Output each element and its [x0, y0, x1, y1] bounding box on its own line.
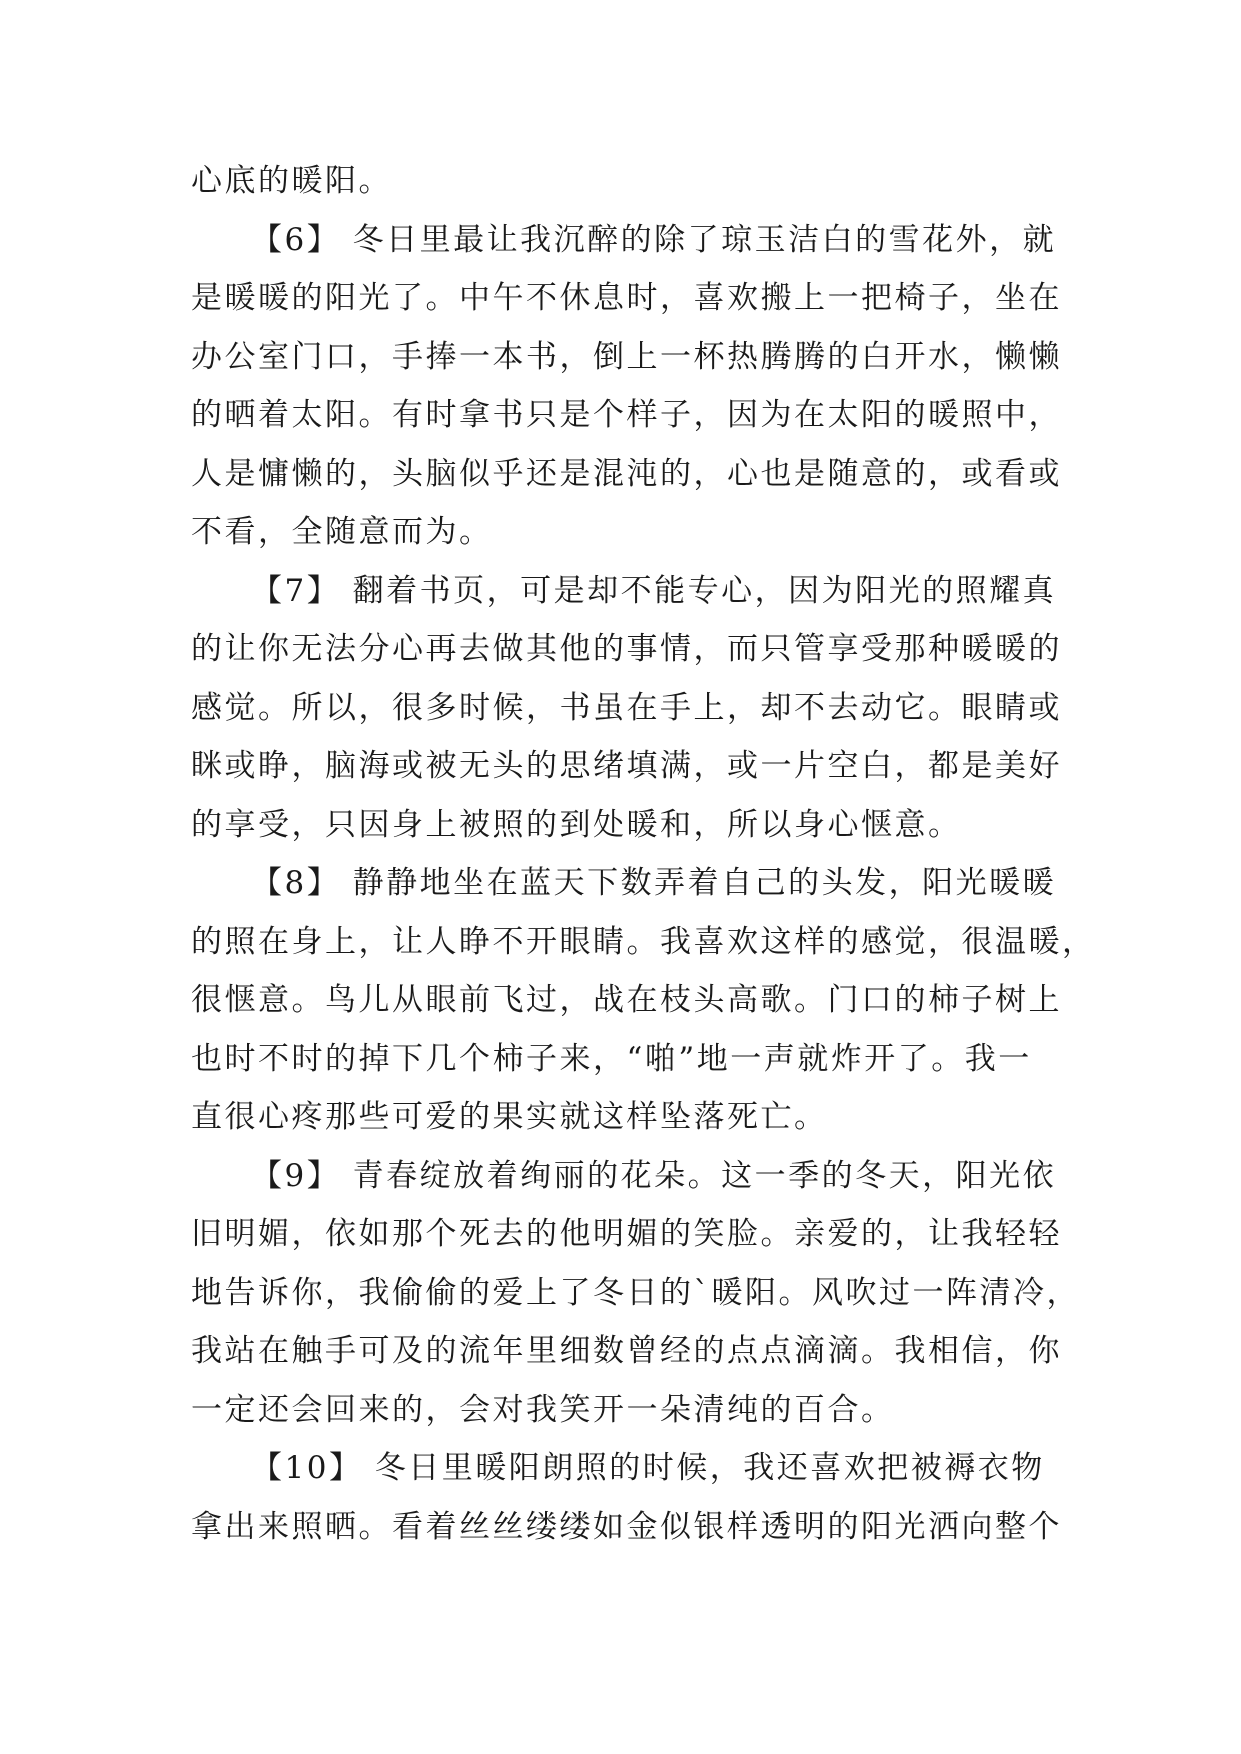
- text-line-paragraph-8-start: 【8】 静静地坐在蓝天下数弄着自己的头发，阳光暖暖: [251, 865, 1057, 901]
- text-line: 很惬意。鸟儿从眼前飞过，战在枝头高歌。门口的柿子树上: [191, 982, 1062, 1018]
- text-line: 旧明媚，依如那个死去的他明媚的笑脸。亲爱的，让我轻轻: [191, 1216, 1062, 1252]
- text-line-paragraph-6-start: 【6】 冬日里最让我沉醉的除了琼玉洁白的雪花外，就: [251, 221, 1057, 258]
- text-line: 人是慵懒的，头脑似乎还是混沌的，心也是随意的，或看或: [191, 455, 1062, 492]
- text-line: 不看，全随意而为。: [191, 514, 493, 550]
- body-text: [191, 152, 1096, 1556]
- text-line-paragraph-7-start: 【7】 翻着书页，可是却不能专心，因为阳光的照耀真: [251, 572, 1057, 609]
- text-line: 是暖暖的阳光了。中午不休息时，喜欢搬上一把椅子，坐在: [191, 280, 1062, 316]
- text-line: 办公室门口，手捧一本书，倒上一杯热腾腾的白开水，懒懒: [191, 338, 1062, 375]
- text-line: 地告诉你，我偷偷的爱上了冬日的`暖阳。风吹过一阵清冷，: [191, 1274, 1080, 1311]
- text-line: 拿出来照晒。看着丝丝缕缕如金似银样透明的阳光洒向整个: [191, 1508, 1062, 1545]
- text-line: 的享受，只因身上被照的到处暖和，所以身心惬意。: [191, 806, 962, 843]
- text-line: 心底的暖阳。: [191, 163, 392, 199]
- text-line: 一定还会回来的，会对我笑开一朵清纯的百合。: [191, 1391, 895, 1428]
- text-line: 的照在身上，让人睁不开眼睛。我喜欢这样的感觉，很温暖，: [191, 923, 1096, 960]
- text-line: 也时不时的掉下几个柿子来，“啪”地一声就炸开了。我一: [191, 1040, 1032, 1077]
- text-line: 感觉。所以，很多时候，书虽在手上，却不去动它。眼睛或: [191, 689, 1062, 726]
- text-line: 我站在触手可及的流年里细数曾经的点点滴滴。我相信，你: [191, 1333, 1062, 1369]
- text-line-paragraph-9-start: 【9】 青春绽放着绚丽的花朵。这一季的冬天，阳光依: [251, 1157, 1057, 1194]
- text-line: 的让你无法分心再去做其他的事情，而只管享受那种暖暖的: [191, 631, 1062, 667]
- text-line: 直很心疼那些可爱的果实就这样坠落死亡。: [191, 1099, 828, 1135]
- text-line-paragraph-10-start: 【10】 冬日里暖阳朗照的时候，我还喜欢把被褥衣物: [251, 1450, 1045, 1486]
- text-line: 的晒着太阳。有时拿书只是个样子，因为在太阳的暖照中，: [191, 397, 1062, 433]
- text-line: 眯或睁，脑海或被无头的思绪填满，或一片空白，都是美好: [191, 748, 1062, 784]
